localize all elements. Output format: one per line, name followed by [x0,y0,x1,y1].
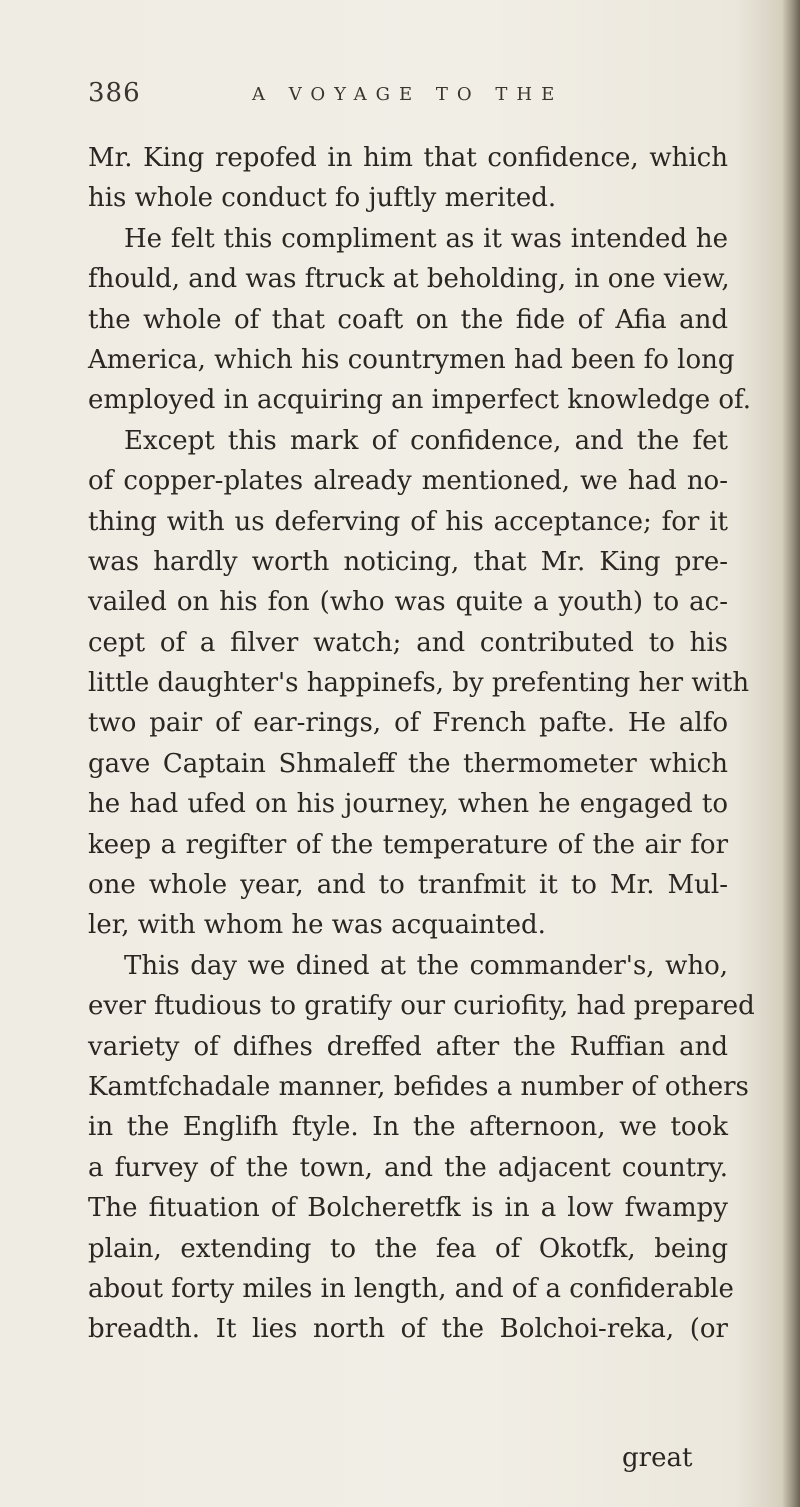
text-line: Mr. King repofed in him that confidence, which [88,143,728,173]
text-line: about forty miles in length, and of a confiderable [88,1273,734,1304]
text-line: He felt this compliment as it was intended he [124,223,728,254]
page-edge-shadow [782,0,800,1507]
text-line: two pair of ear-rings, of French pafte. He alfo [88,708,728,739]
text-line: plain, extending to the fea of Okotfk, being [88,1233,728,1264]
text-line: Kamtfchadale manner, befides a number of others [88,1071,749,1102]
text-line: employed in acquiring an imperfect knowledge of. [88,385,752,416]
text-line: thing with us deferving of his acceptance; for it [88,506,728,537]
text-line: The fituation of Bolcheretfk is in a low fwampy [88,1193,728,1224]
catchword: great [622,1443,693,1473]
text-line: one whole year, and to tranfmit it to Mr. Mul- [88,870,728,901]
text-line: variety of difhes dreffed after the Ruffian and [88,1031,728,1062]
text-line: vailed on his fon (who was quite a youth) to ac- [88,587,728,618]
text-line: This day we dined at the commander's, who, [124,950,728,981]
text-line: of copper-plates already mentioned, we had no- [88,466,728,497]
text-line: ler, with whom he was acquainted. [88,910,546,941]
text-line: fhould, and was ftruck at beholding, in one view, [88,264,730,295]
text-line: gave Captain Shmaleff the thermometer which [88,748,728,779]
running-head: A VOYAGE TO THE [252,84,564,105]
text-line: was hardly worth noticing, that Mr. King pre- [88,546,728,577]
text-line: a furvey of the town, and the adjacent country. [88,1152,728,1183]
text-line: Except this mark of confidence, and the fet [124,425,728,456]
text-line: he had ufed on his journey, when he engaged to [88,789,728,820]
text-line: cept of a filver watch; and contributed to his [88,627,728,658]
text-line: America, which his countrymen had been fo long [88,344,735,375]
text-line: keep a regifter of the temperature of the air for [88,829,728,860]
page-header [88,78,708,122]
page-number: 386 [88,78,141,108]
body-text [88,138,755,1350]
text-line: in the Englifh ftyle. In the afternoon, we took [88,1112,728,1143]
text-line: little daughter's happinefs, by prefenting her with [88,668,750,699]
text-line: breadth. It lies north of the Bolchoi-reka, (or [88,1314,728,1345]
text-line: ever ftudious to gratify our curiofity, had prepared [88,991,755,1022]
text-line: the whole of that coaft on the fide of Afia and [88,304,728,335]
text-line: his whole conduct fo juftly merited. [88,183,557,214]
